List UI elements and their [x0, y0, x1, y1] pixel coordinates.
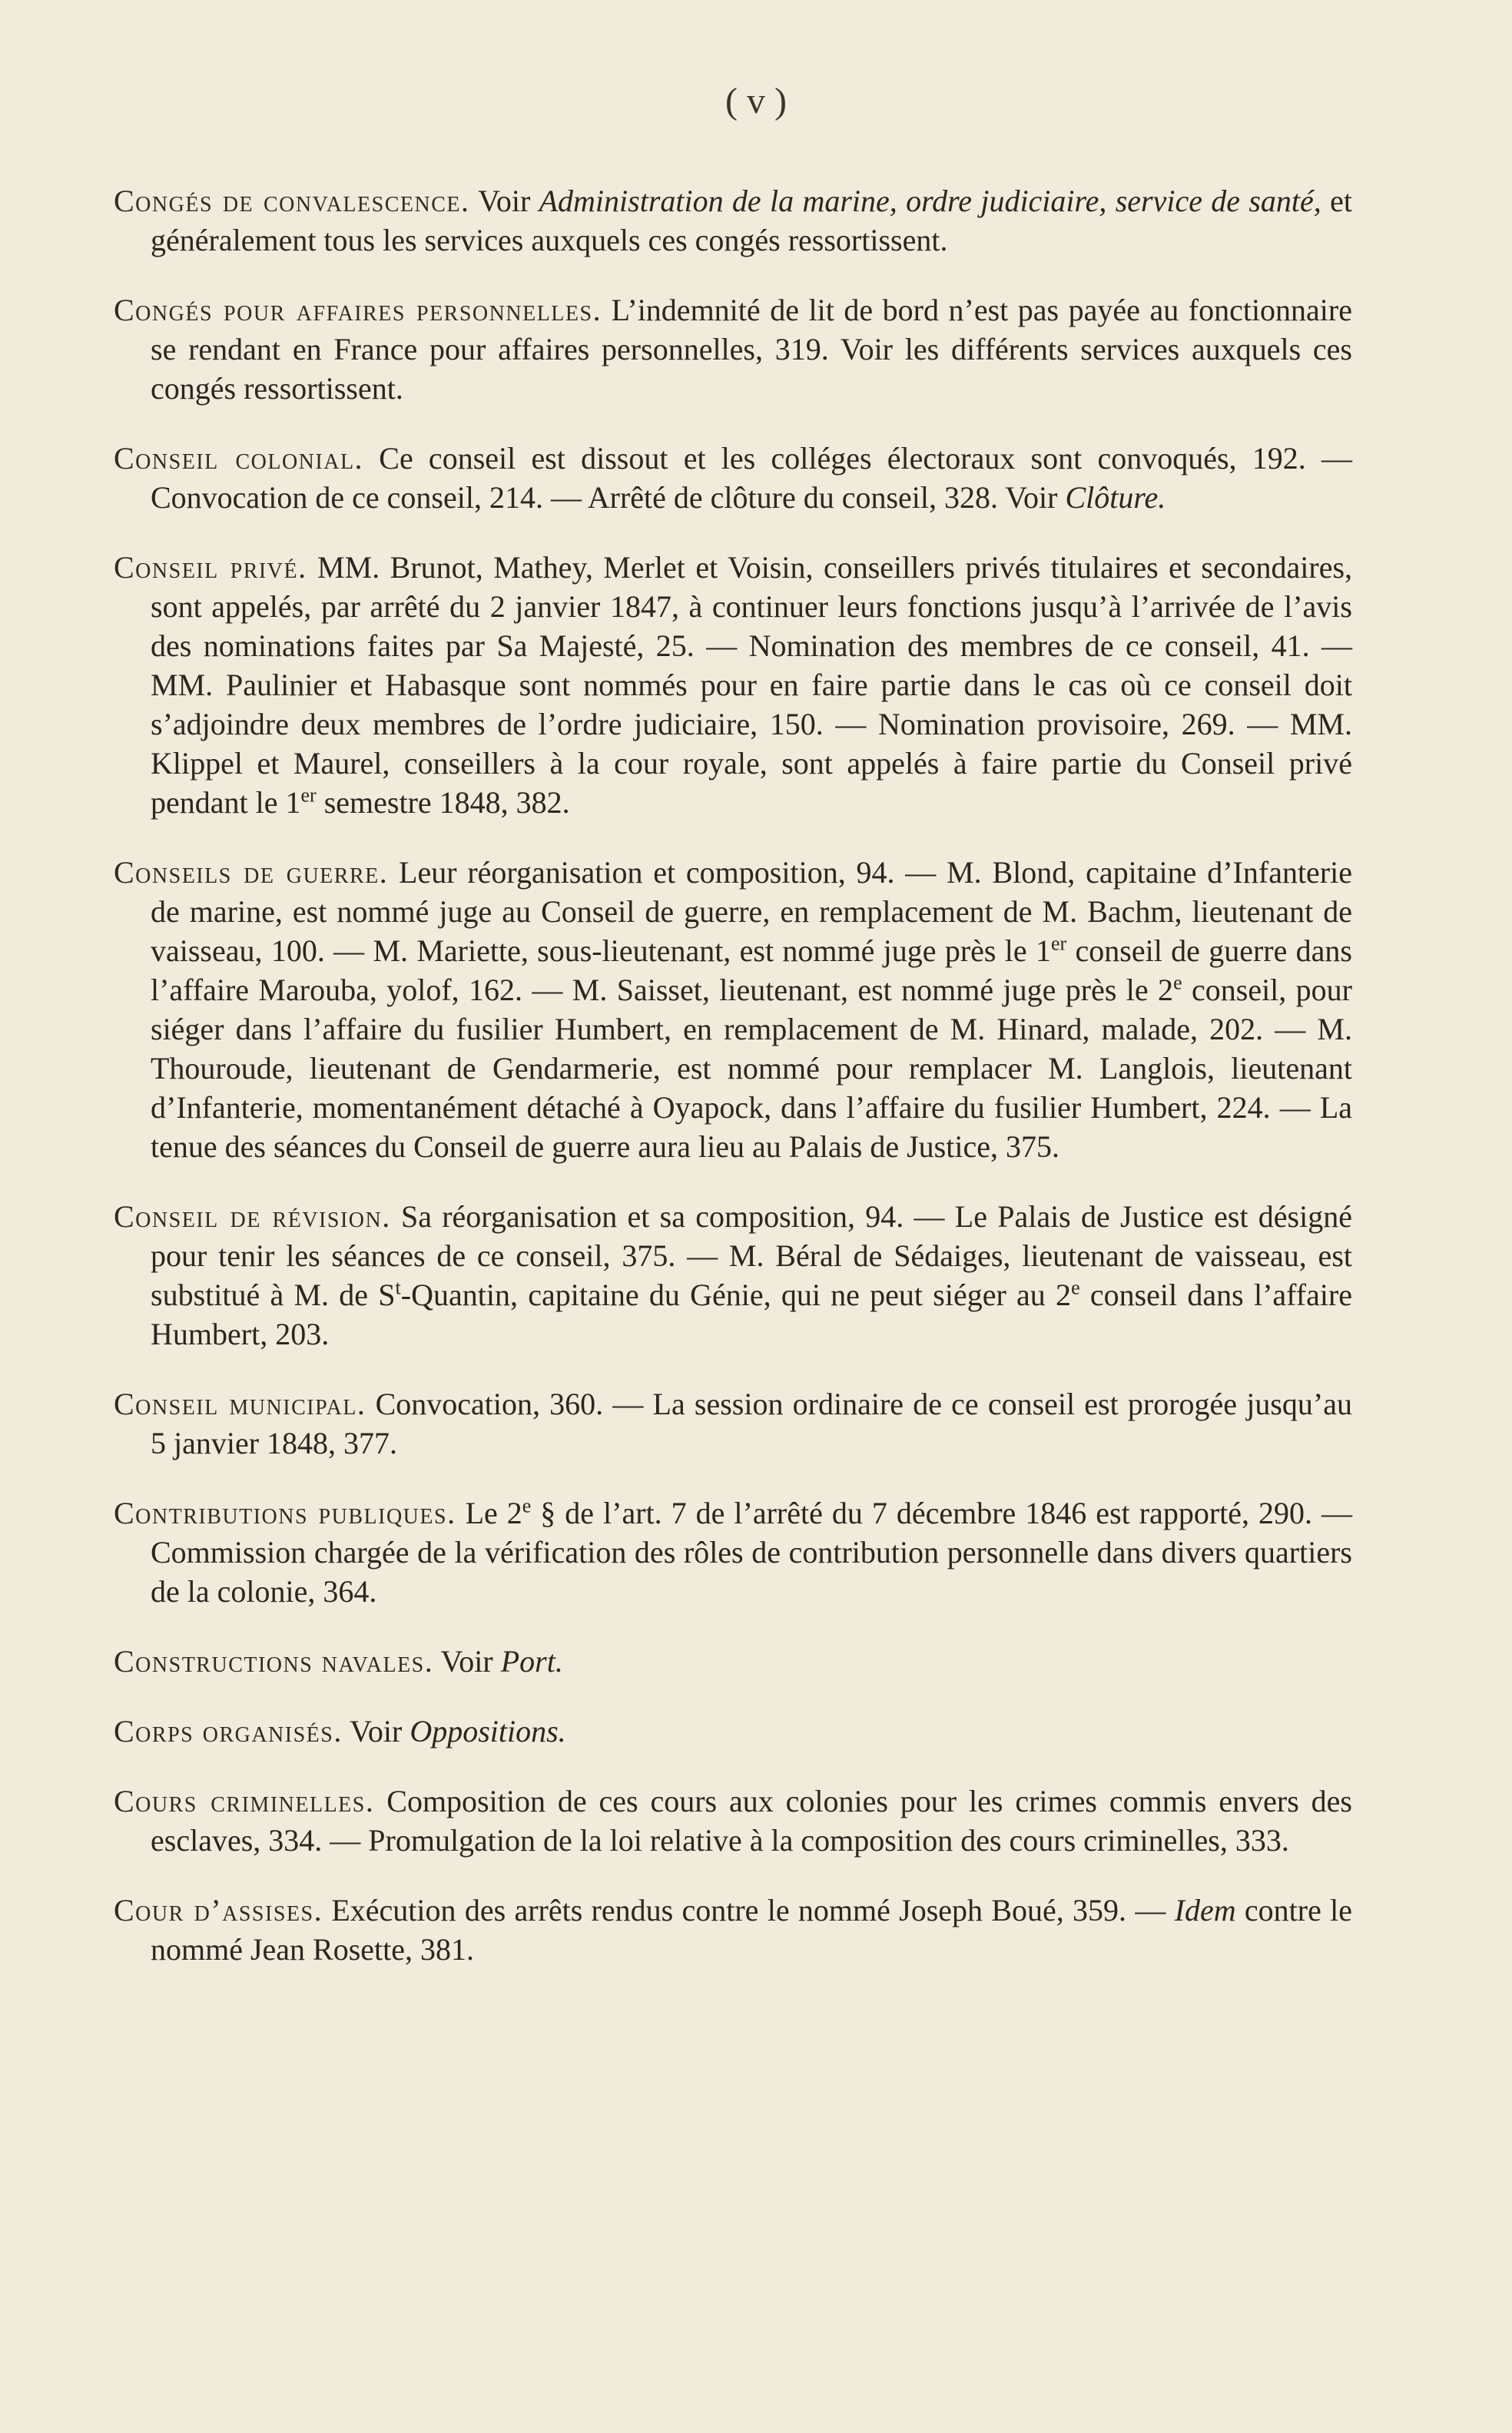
entry-text: contre le nommé Jean Rosette, 381.	[151, 1893, 1352, 1967]
entry-term: Conseils de guerre.	[114, 855, 389, 890]
entry-term: Cour d’assises.	[114, 1893, 323, 1928]
entry-text: conseil, pour siéger dans l’affaire du fusilier Humbert, en remplacement de M. Hinard, malade, 202. — M. Thouroude, lieutenant de Gendarmerie, est nommé pour remplacer M. Langlois, lieutenant d’Infanterie, momentanément détaché à Oyapock, dans l’affaire du fusilier Humbert, 224. — La tenue des séances du Conseil de guerre aura lieu au Palais de Justice, 375.	[151, 973, 1352, 1164]
entry-text: Leur réorganisation et composition, 94. — M. Blond, capitaine d’Infanterie de marine, est nommé juge au Conseil de guerre, en remplacement de M. Bachm, lieutenant de vaisseau, 100. — M. Mariette, sous-lieutenant, est nommé juge près le 1	[151, 855, 1352, 968]
index-entries	[114, 151, 1352, 1987]
index-entry-contributions	[114, 1493, 1352, 1611]
entry-term: Conseil municipal.	[114, 1387, 366, 1421]
index-entry-conseil-prive	[114, 548, 1352, 822]
entry-text: -Quantin, capitaine du Génie, qui ne peut siéger au 2	[400, 1278, 1072, 1312]
entry-reference: Administration de la marine, ordre judiciaire, service de santé,	[539, 184, 1321, 218]
index-entry-constructions-navales	[114, 1642, 1352, 1681]
entry-reference: Port.	[500, 1644, 563, 1679]
entry-term: Cours criminelles.	[114, 1784, 375, 1818]
entry-term: Constructions navales.	[114, 1644, 434, 1679]
page-number: ( v )	[725, 81, 787, 121]
index-entry-cours-criminelles	[114, 1782, 1352, 1860]
entry-text: Voir	[433, 1644, 501, 1679]
entry-text: et généralement tous les services auxquels ces congés ressortissent.	[151, 184, 1352, 257]
entry-text: Composition de ces cours aux colonies pour les crimes commis envers des esclaves, 334. — Promulgation de la loi relative à la composition des cours criminelles, 333.	[151, 1784, 1352, 1858]
index-entry-conges-convalescence	[114, 181, 1352, 260]
entry-text: conseil dans l’affaire Humbert, 203.	[151, 1278, 1353, 1351]
index-entry-conseil-colonial	[114, 439, 1352, 517]
entry-text: Sa réorganisation et sa composition, 94. — Le Palais de Justice est désigné pour tenir les séances de ce conseil, 375. — M. Béral de Sédaiges, lieutenant de vaisseau, est substitué à M. de S	[151, 1199, 1352, 1312]
entry-term: Corps organisés.	[114, 1714, 343, 1749]
index-entry-conseil-municipal	[114, 1384, 1352, 1463]
entry-reference: Oppositions.	[410, 1714, 566, 1749]
index-entry-conges-affaires	[114, 290, 1352, 408]
entry-text: Exécution des arrêts rendus contre le nommé Joseph Boué, 359. —	[323, 1893, 1175, 1928]
entry-reference: Clôture.	[1065, 480, 1166, 515]
entry-term: Conseil colonial.	[114, 441, 364, 476]
entry-superscript: er	[1051, 932, 1067, 955]
entry-superscript: e	[1173, 971, 1182, 994]
entry-term: Congés de convalescence.	[114, 184, 470, 218]
entry-text: Le 2	[456, 1496, 522, 1530]
index-entry-conseil-revision	[114, 1197, 1352, 1354]
entry-reference: Idem	[1174, 1893, 1236, 1928]
entry-text: § de l’art. 7 de l’arrêté du 7 décembre 1846 est rapporté, 290. — Commission chargée de la vérification des rôles de contribution personnelle dans divers quartiers de la colonie, 364.	[151, 1496, 1352, 1609]
entry-text: semestre 1848, 382.	[316, 785, 570, 820]
entry-term: Conseil privé.	[114, 550, 307, 585]
entry-text: Ce conseil est dissout et les colléges électoraux sont convoqués, 192. — Convocation de ce conseil, 214. — Arrêté de clôture du conseil, 328. Voir	[151, 441, 1352, 515]
entry-text: Voir	[342, 1714, 410, 1749]
entry-superscript: e	[522, 1494, 532, 1517]
entry-text: Convocation, 360. — La session ordinaire de ce conseil est prorogée jusqu’au 5 janvier 1848, 377.	[151, 1387, 1352, 1460]
entry-text: L’indemnité de lit de bord n’est pas payée au fonctionnaire se rendant en France pour affaires personnelles, 319. Voir les différents services auxquels ces congés ressortissent.	[151, 293, 1352, 406]
entry-superscript: er	[300, 784, 317, 807]
entry-superscript: e	[1071, 1276, 1080, 1299]
entry-text: MM. Brunot, Mathey, Merlet et Voisin, conseillers privés titulaires et secondaires, sont appelés, par arrêté du 2 janvier 1847, à continuer leurs fonctions jusqu’à l’arrivée de l’avis des nominations faites par Sa Majesté, 25. — Nomination des membres de ce conseil, 41. — MM. Paulinier et Habasque sont nommés pour en faire partie dans le cas où ce conseil doit s’adjoindre deux membres de l’ordre judiciaire, 150. — Nomination provisoire, 269. — MM. Klippel et Maurel, conseillers à la cour royale, sont appelés à faire partie du Conseil privé pendant le 1	[151, 550, 1353, 820]
entry-term: Contributions publiques.	[114, 1496, 456, 1530]
entry-term: Congés pour affaires personnelles.	[114, 293, 602, 327]
entry-text: Voir	[469, 184, 539, 218]
index-entry-cour-assises	[114, 1891, 1352, 1969]
index-entry-corps-organises	[114, 1712, 1352, 1751]
entry-text: conseil de guerre dans l’affaire Marouba, yolof, 162. — M. Saisset, lieutenant, est nommé juge près le 2	[151, 933, 1352, 1007]
entry-term: Conseil de révision.	[114, 1199, 391, 1234]
index-entry-conseils-guerre	[114, 853, 1352, 1166]
entry-superscript: t	[395, 1276, 401, 1299]
